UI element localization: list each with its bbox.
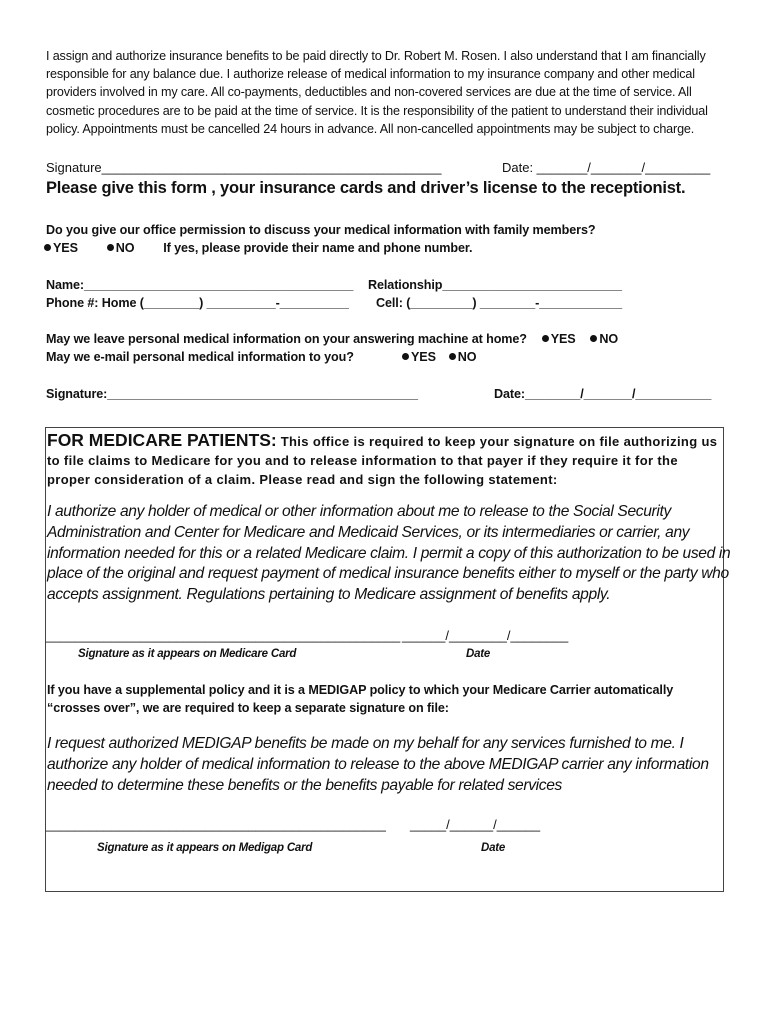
medigap-intro-line: If you have a supplemental policy and it is a MEDIGAP policy to which your Medicare Carrier automatically [47, 683, 674, 697]
radio-bullet-icon [402, 353, 409, 360]
family-yes-label: YES [53, 241, 78, 255]
answering-machine-yes-radio[interactable] [542, 332, 576, 346]
email-question-text: May we e-mail personal medical information to you? [46, 350, 354, 364]
medigap-statement-line: needed to determine these benefits or the benefits payable for related services [47, 776, 563, 794]
family-no-radio[interactable] [107, 241, 135, 255]
medigap-intro-line: “crosses over”, we are required to keep a separate signature on file: [47, 701, 449, 715]
answering-machine-question-text: May we leave personal medical information on your answering machine at home? [46, 332, 527, 346]
receptionist-instruction: Please give this form , your insurance cards and driver’s license to the receptionist. [46, 179, 686, 197]
medicare-date-caption: Date [466, 648, 491, 660]
medigap-statement-line: I request authorized MEDIGAP benefits be made on my behalf for any services furnished to me. I [47, 735, 684, 752]
medicare-intro: This office is required to keep your signature on file authorizing us to file claims to Medicare for you and to release information to that payer if they require it for the proper consideration of a claim. Please read and sign the following statement: [47, 434, 718, 487]
medigap-date-field[interactable]: _____/______/______ [410, 817, 541, 832]
medigap-signature-field[interactable]: _______________________________________________ [46, 817, 386, 832]
answering-machine-no-label: NO [599, 332, 619, 346]
authorization-line: I assign and authorize insurance benefits to be paid directly to Dr. Robert M. Rosen. I also understand that I am financially [46, 49, 706, 63]
authorization-line: policy. Appointments must be cancelled 24 hours in advance. All non-cancelled appointments may be subject to charge. [46, 121, 695, 136]
medicare-date-field[interactable]: ______/________/________ [402, 628, 569, 643]
family-if-yes-note: If yes, please provide their name and phone number. [163, 241, 473, 255]
medicare-statement-line: accepts assignment. Regulations pertaining to Medicare assignment of benefits apply. [47, 586, 611, 604]
answering-machine-question [46, 332, 618, 346]
family-permission-question: Do you give our office permission to discuss your medical information with family members? [46, 223, 596, 237]
family-permission-options [44, 241, 472, 255]
medigap-date-caption: Date [481, 842, 506, 854]
medicare-statement-line: information needed for this or a related Medicare claim. I permit a copy of this authorization to be used in [47, 544, 731, 562]
medigap-statement [47, 734, 709, 796]
family-phone-field[interactable]: Phone #: Home (________) __________-__________ [46, 296, 349, 310]
family-yes-radio[interactable] [44, 241, 78, 255]
authorization-line: responsible for any balance due. I authorize release of medical information to my insurance company and other medical [46, 67, 695, 82]
messages-date-field[interactable]: Date:________/_______/___________ [494, 387, 712, 401]
answering-machine-no-radio[interactable] [590, 332, 618, 346]
medicare-lead: FOR MEDICARE PATIENTS: [47, 430, 277, 450]
family-relationship-field[interactable]: Relationship__________________________ [368, 278, 622, 292]
family-cell-field[interactable]: Cell: (_________) ________-____________ [376, 296, 623, 310]
medicare-statement-line: I authorize any holder of medical or other information about me to release to the Social Security [47, 503, 671, 520]
radio-bullet-icon [44, 244, 51, 251]
authorization-line: providers involved in my care. All co-payments, deductibles and non-covered services are due at the time of service. All [46, 85, 692, 100]
medicare-signature-field[interactable]: _________________________________________________ [46, 628, 401, 643]
medicare-header [47, 431, 719, 489]
medicare-statement [47, 502, 730, 606]
medigap-intro [47, 681, 673, 717]
medigap-statement-line: authorize any holder of medical information to release to the above MEDIGAP carrier any information [47, 755, 709, 773]
medicare-signature-caption: Signature as it appears on Medicare Card [78, 648, 297, 660]
medicare-statement-line: Administration and Center for Medicare and Medicaid Services, or its intermediaries or carrier, any [47, 523, 690, 541]
email-yes-radio[interactable] [402, 350, 436, 364]
authorization-paragraph [46, 47, 736, 138]
email-options [402, 350, 476, 364]
authorization-signature-field[interactable]: Signature_______________________________________________ [46, 160, 442, 175]
family-no-label: NO [115, 241, 135, 255]
medigap-signature-caption: Signature as it appears on Medigap Card [97, 842, 313, 854]
radio-bullet-icon [107, 244, 114, 251]
family-name-field[interactable]: Name:_______________________________________ [46, 278, 354, 292]
authorization-date-field[interactable]: Date: _______/_______/_________ [502, 160, 711, 175]
radio-bullet-icon [590, 335, 597, 342]
messages-signature-field[interactable]: Signature:_____________________________________________ [46, 387, 418, 401]
radio-bullet-icon [542, 335, 549, 342]
medicare-statement-line: place of the original and request payment of medical insurance benefits either to myself or the party who [47, 565, 729, 583]
answering-machine-yes-label: YES [550, 332, 576, 346]
email-no-radio[interactable] [449, 350, 477, 364]
email-yes-label: YES [411, 350, 436, 364]
radio-bullet-icon [449, 353, 456, 360]
email-no-label: NO [457, 350, 477, 364]
authorization-line: cosmetic procedures are to be paid at the time of service. It is the responsibility of the patient to understand their individual [46, 103, 708, 118]
